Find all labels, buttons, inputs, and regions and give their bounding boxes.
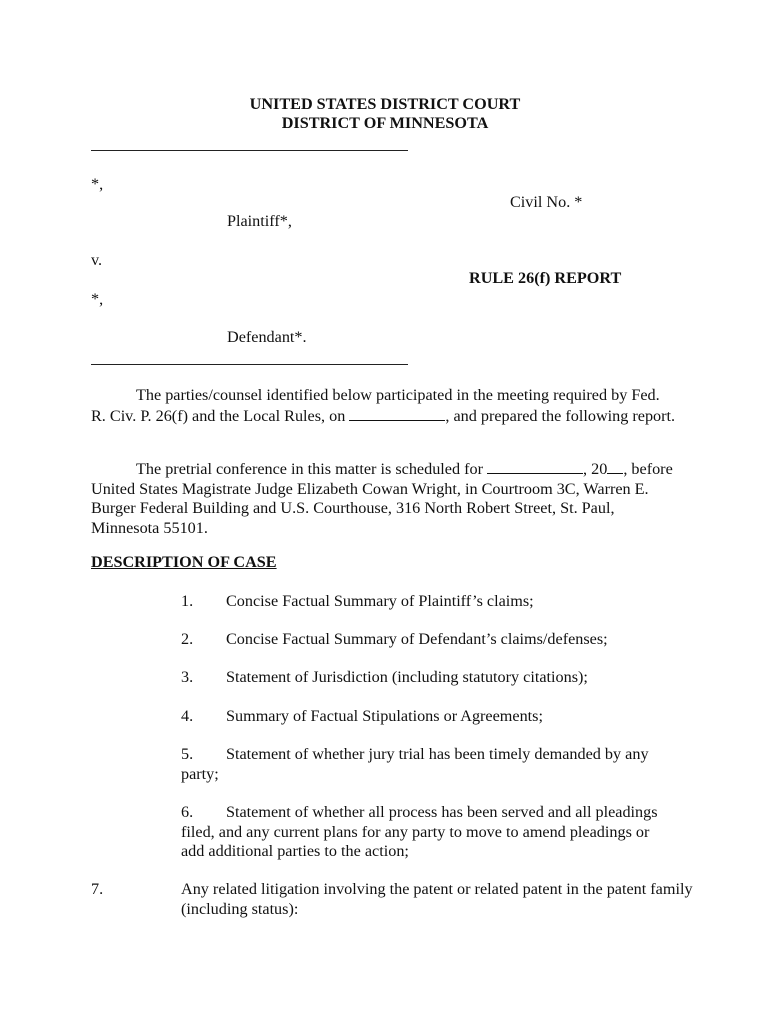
list-item-number: 4. bbox=[181, 707, 194, 725]
list-item bbox=[181, 592, 661, 612]
caption-bottom-rule bbox=[91, 364, 408, 365]
list-item-text: Statement of whether jury trial has been timely demanded by any party; bbox=[181, 745, 649, 783]
intro-p2-text-c: , before United States Magistrate Judge Elizabeth Cowan Wright, in Courtroom 3C, Warren E. Burger Federal Building and U.S. Courthouse, 316 North Robert Street, St. Paul, Minnesota 55101. bbox=[91, 460, 673, 537]
list-item-text: Concise Factual Summary of Defendant’s claims/defenses; bbox=[226, 630, 608, 648]
conference-year-blank[interactable] bbox=[607, 459, 623, 474]
list-item-text: Statement of whether all process has been served and all pleadings filed, and any current plans for any party to move to amend pleadings or add additional parties to the action; bbox=[181, 803, 658, 860]
list-item-text: Concise Factual Summary of Plaintiff’s claims; bbox=[226, 592, 534, 610]
plaintiff-party: *, bbox=[91, 175, 104, 193]
list-item bbox=[91, 880, 706, 919]
list-item-number: 6. bbox=[181, 803, 194, 821]
list-item-text: Any related litigation involving the patent or related patent in the patent family (including status): bbox=[181, 880, 693, 918]
report-title: RULE 26(f) REPORT bbox=[469, 269, 622, 287]
list-item-number: 3. bbox=[181, 668, 194, 686]
list-item-text: Summary of Factual Stipulations or Agreements; bbox=[226, 707, 543, 725]
section-heading: DESCRIPTION OF CASE bbox=[91, 553, 277, 571]
court-name: UNITED STATES DISTRICT COURT bbox=[249, 95, 521, 113]
district-name: DISTRICT OF MINNESOTA bbox=[281, 114, 489, 132]
civil-number: Civil No. * bbox=[510, 193, 583, 211]
defendant-party: *, bbox=[91, 290, 104, 308]
list-item-number: 7. bbox=[91, 880, 104, 898]
intro-p2-text-a: The pretrial conference in this matter is scheduled for bbox=[136, 460, 488, 478]
list-item bbox=[181, 707, 661, 727]
meeting-date-blank[interactable] bbox=[349, 406, 445, 421]
list-item bbox=[181, 745, 661, 784]
defendant-label: Defendant*. bbox=[227, 328, 307, 346]
conference-date-blank[interactable] bbox=[487, 459, 583, 474]
caption-top-rule bbox=[91, 150, 408, 151]
intro-p2-text-b: , 20 bbox=[583, 460, 608, 478]
list-item-number: 1. bbox=[181, 592, 194, 610]
list-item-number: 5. bbox=[181, 745, 194, 763]
list-item bbox=[181, 668, 661, 688]
intro-paragraph-1 bbox=[91, 386, 676, 426]
list-item bbox=[181, 630, 661, 650]
intro-p1-text-b: , and prepared the following report. bbox=[445, 406, 676, 425]
list-item bbox=[181, 803, 661, 862]
plaintiff-label: Plaintiff*, bbox=[227, 212, 292, 230]
versus: v. bbox=[91, 251, 103, 269]
list-item-number: 2. bbox=[181, 630, 194, 648]
intro-p1-text-a: The parties/counsel identified below participated in the meeting required by Fed. R. Civ. P. 26(f) and the Local Rules, on bbox=[91, 386, 660, 425]
intro-paragraph-2 bbox=[91, 459, 676, 538]
list-item-text: Statement of Jurisdiction (including statutory citations); bbox=[226, 668, 588, 686]
